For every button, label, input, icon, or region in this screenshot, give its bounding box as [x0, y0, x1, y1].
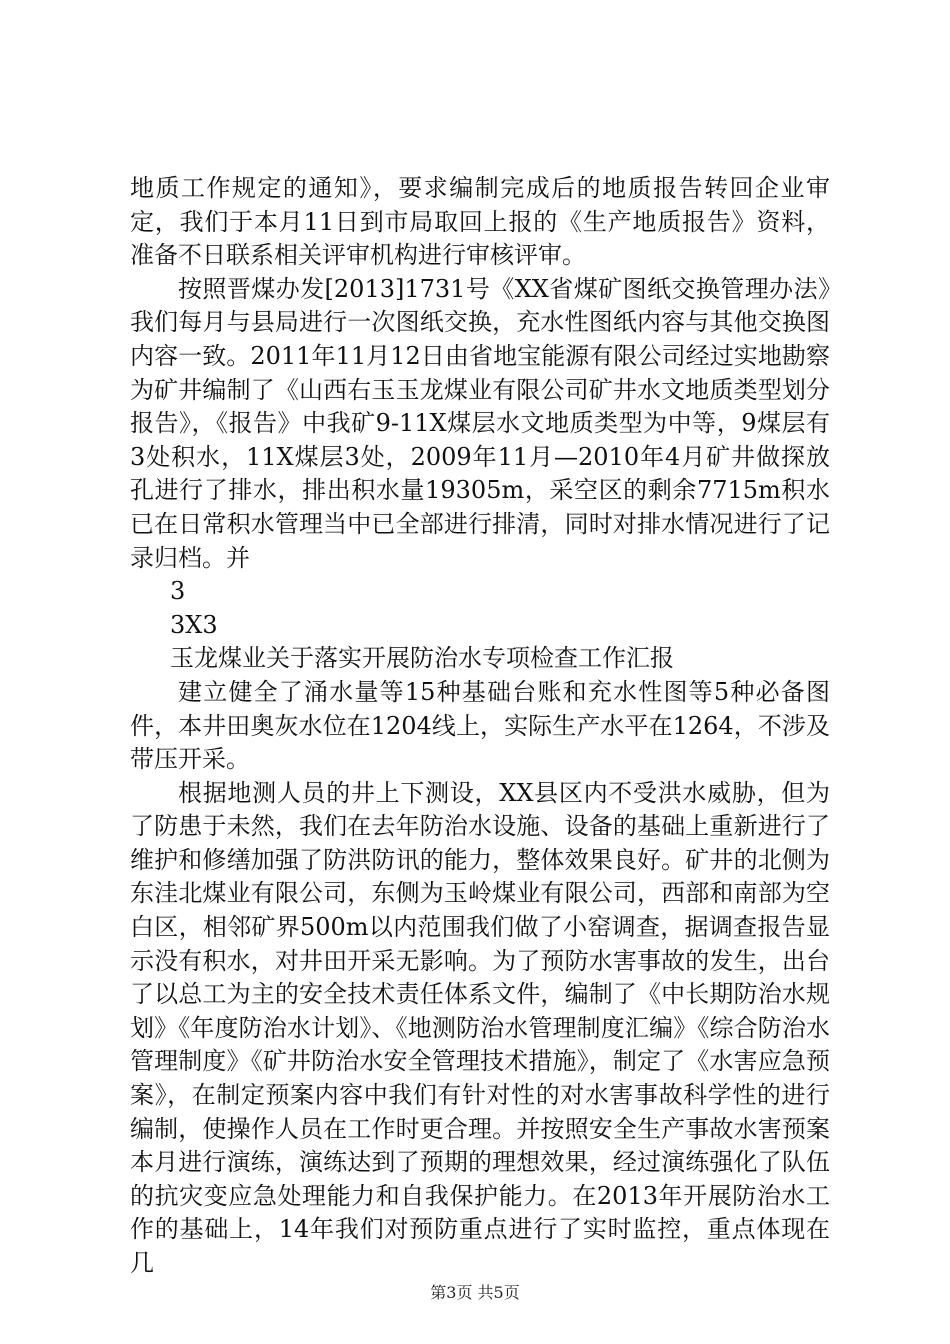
stray-text-3: 3: [170, 577, 186, 606]
report-heading: 玉龙煤业关于落实开展防治水专项检查工作汇报: [170, 644, 674, 673]
paragraph-ledgers: 建立健全了涌水量等15种基础台账和充水性图等5种必备图件，本井田奥灰水位在1204线上，实际生产水平在1264，不涉及带压开采。: [130, 677, 830, 774]
document-body: [130, 172, 830, 1281]
paragraph-continuation: 地质工作规定的通知》，要求编制完成后的地质报告转回企业审定，我们于本月11日到市局取回上报的《生产地质报告》资料，准备不日联系相关评审机构进行审核评审。: [130, 174, 830, 270]
paragraph-drawing-exchange: 按照晋煤办发[2013]1731号《XX省煤矿图纸交换管理办法》我们每月与县局进行一次图纸交换，充水性图纸内容与其他交换图内容一致。2011年11月12日由省地宝能源有限公司经过实地勘察为矿井编制了《山西右玉玉龙煤业有限公司矿井水文地质类型划分报告》，《报告》中我矿9-11X煤层水文地质类型为中等，9煤层有3处积水，11X煤层3处，2009年11月—2010年4月矿井做探放孔进行了排水，排出积水量19305m，采空区的剩余7715m积水已在日常积水管理当中已全部进行排清，同时对排水情况进行了记录归档。并: [130, 274, 830, 572]
paragraph-flood-prevention: 根据地测人员的井上下测设，XX县区内不受洪水威胁，但为了防患于未然，我们在去年防治水设施、设备的基础上重新进行了维护和修缮加强了防洪防讯的能力，整体效果良好。矿井的北侧为东洼北煤业有限公司，东侧为玉岭煤业有限公司，西部和南部为空白区，相邻矿界500m以内范围我们做了小窑调查，据调查报告显示没有积水，对井田开采无影响。为了预防水害事故的发生，出台了以总工为主的安全技术责任体系文件，编制了《中长期防治水规划》《年度防治水计划》、《地测防治水管理制度汇编》《综合防治水管理制度》《矿井防治水安全管理技术措施》，制定了《水害应急预案》，在制定预案内容中我们有针对性的对水害事故科学性的进行编制，使操作人员在工作时更合理。并按照安全生产事故水害预案本月进行演练，演练达到了预期的理想效果，经过演练强化了队伍的抗灾变应急处理能力和自我保护能力。在2013年开展防治水工作的基础上，14年我们对预防重点进行了实时监控，重点体现在几: [130, 778, 830, 1277]
stray-text-3x3: 3X3: [170, 610, 218, 639]
page-number-footer: 第3页 共5页: [430, 1283, 520, 1302]
